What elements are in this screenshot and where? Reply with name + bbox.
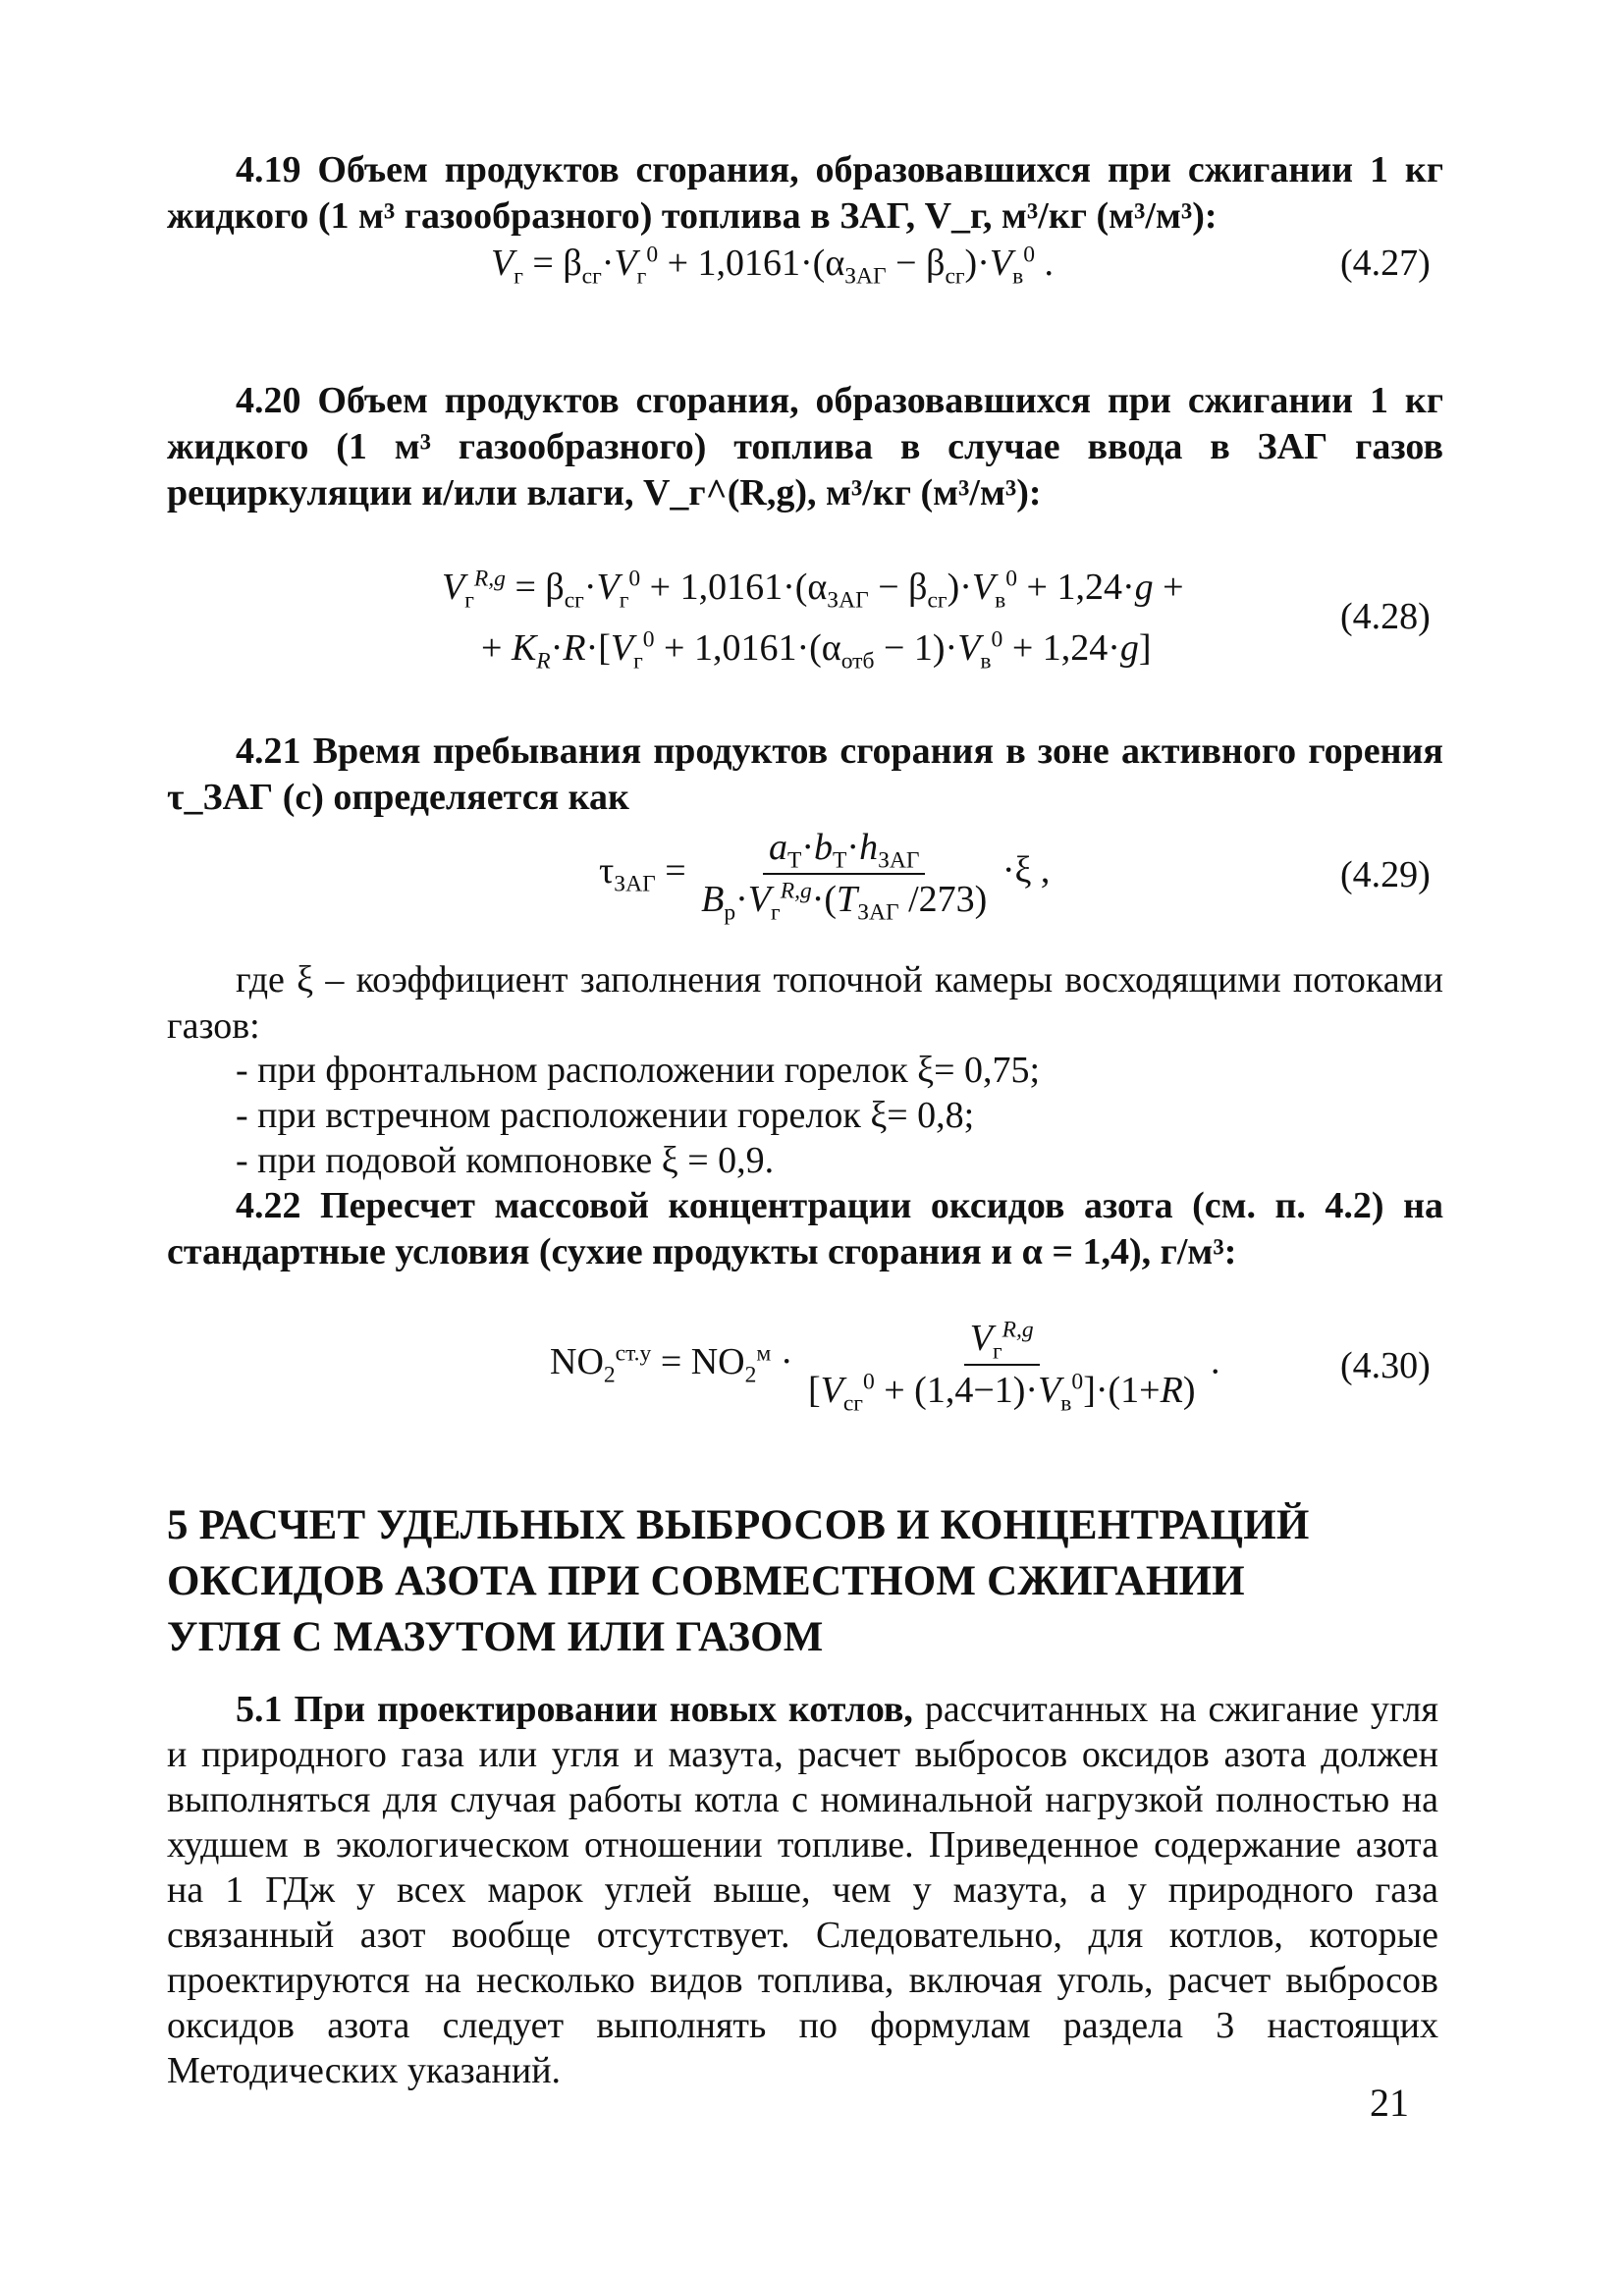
eq-number-4-29: (4.29) — [1340, 854, 1431, 895]
section-4-21-title — [167, 729, 1443, 821]
formula-4-28-line1: $V_г^{R,g} = \beta_{сг}\cdot V_г^0 + 1,0161\cdot(\alpha_{ЗАГ} - \beta_{сг})\cdot V_в^0 + 1,24\cdot g$ + — [442, 566, 1184, 614]
section-4-19-title: 4.19 Объем продуктов сгорания, образовавшихся при сжигании 1 кг жидкого (1 м³ газообразного) топлива в ЗАГ, V_г, м³/кг (м³/м³): — [167, 149, 1443, 237]
section-4-21-title-text: 4.21 Время пребывания продуктов сгорания в зоне активного горения τ_ЗАГ (с) определяется как — [167, 730, 1443, 818]
list-item: - при подовой компоновке ξ = 0,9. — [236, 1140, 775, 1181]
section-4-20-title: 4.20 Объем продуктов сгорания, образовавшихся при сжигании 1 кг жидкого (1 м³ газообразного) топлива в случае ввода в ЗАГ газов рециркуляции и/или влаги, V_г^(R,g), м³/кг (м³/м³): — [167, 380, 1443, 514]
heading-line: УГЛЯ С МАЗУТОМ ИЛИ ГАЗОМ — [167, 1614, 824, 1660]
section-5-1-lead: 5.1 При проектировании новых котлов, — [236, 1689, 913, 1730]
heading-line: 5 РАСЧЕТ УДЕЛЬНЫХ ВЫБРОСОВ И КОНЦЕНТРАЦИЙ — [167, 1502, 1310, 1548]
where-xi-text: где ξ – коэффициент заполнения топочной камеры восходящими потоками газов: — [167, 959, 1443, 1047]
list-item: - при встречном расположении горелок ξ= 0,8; — [236, 1095, 975, 1136]
formula-4-28-line2: + $K_R\cdot R\cdot[V_г^0 + 1,0161\cdot(\alpha_{отб} - 1)\cdot V_в^0 + 1,24\cdot g]$ — [481, 626, 1152, 675]
formula-4-30-tail: . — [1210, 1340, 1220, 1382]
list-item: - при фронтальном расположении горелок ξ= 0,75; — [236, 1050, 1041, 1091]
formula-4-29-fraction: $\frac{a_Т\cdot b_Т\cdot h_{ЗАГ}}{B_р\cdot V_г^{R,g}\cdot(T_{ЗАГ} /273)}$ — [701, 827, 988, 926]
formula-4-29: $\tau_{ЗАГ}$ = $\frac{a_Т\cdot b_Т\cdot h_{ЗАГ}}{B_р\cdot V_г^{R,g}\cdot(T_{ЗАГ} /273)}$ ·ξ , — [599, 827, 1051, 926]
section-5-1-paragraph — [167, 1687, 1438, 2093]
eq-number-4-28: (4.28) — [1340, 596, 1431, 637]
formula-4-27: $V_г = \beta_{сг}\cdot V_г^0 + 1,0161\cdot(\alpha_{ЗАГ} - \beta_{сг})\cdot V_в^0$ . — [491, 242, 1054, 290]
eq-number-4-30: (4.30) — [1340, 1345, 1431, 1386]
section-5-1-body: рассчитанных на сжигание угля и природного газа или угля и мазута, расчет выбросов оксидов азота должен выполняться для случая работы котла с номинальной нагрузкой полностью на худшем в экологическом отношении топливе. Приведенное содержание азота на 1 ГДж у всех марок углей выше, чем у мазута, а у природного газа связанный азот вообще отсутствует. Следовательно, для котлов, которые проектируются на несколько видов топлива, включая уголь, расчет выбросов оксидов азота следует выполнять по формулам раздела 3 настоящих Методических указаний. — [167, 1689, 1438, 2091]
formula-4-30-fraction: $\frac{V_г^{R,g}}{[V_{сг}^0 + (1,4-1)\cdot V_в^0]\cdot(1+R)}$ — [807, 1317, 1196, 1417]
page-number: 21 — [1370, 2081, 1409, 2125]
formula-4-30: $NO_2^{ст.у} = NO_2^м$ · $\frac{V_г^{R,g}}{[V_{сг}^0 + (1,4-1)\cdot V_в^0]\cdot(1+R)}$ . — [550, 1317, 1220, 1417]
section-5-heading — [167, 1497, 1463, 1665]
section-4-22-title: 4.22 Пересчет массовой концентрации оксидов азота (см. п. 4.2) на стандартные условия (сухие продукты сгорания и α = 1,4), г/м³: — [167, 1185, 1443, 1272]
heading-line: ОКСИДОВ АЗОТА ПРИ СОВМЕСТНОМ СЖИГАНИИ — [167, 1558, 1245, 1604]
eq-number-4-27: (4.27) — [1340, 243, 1431, 284]
